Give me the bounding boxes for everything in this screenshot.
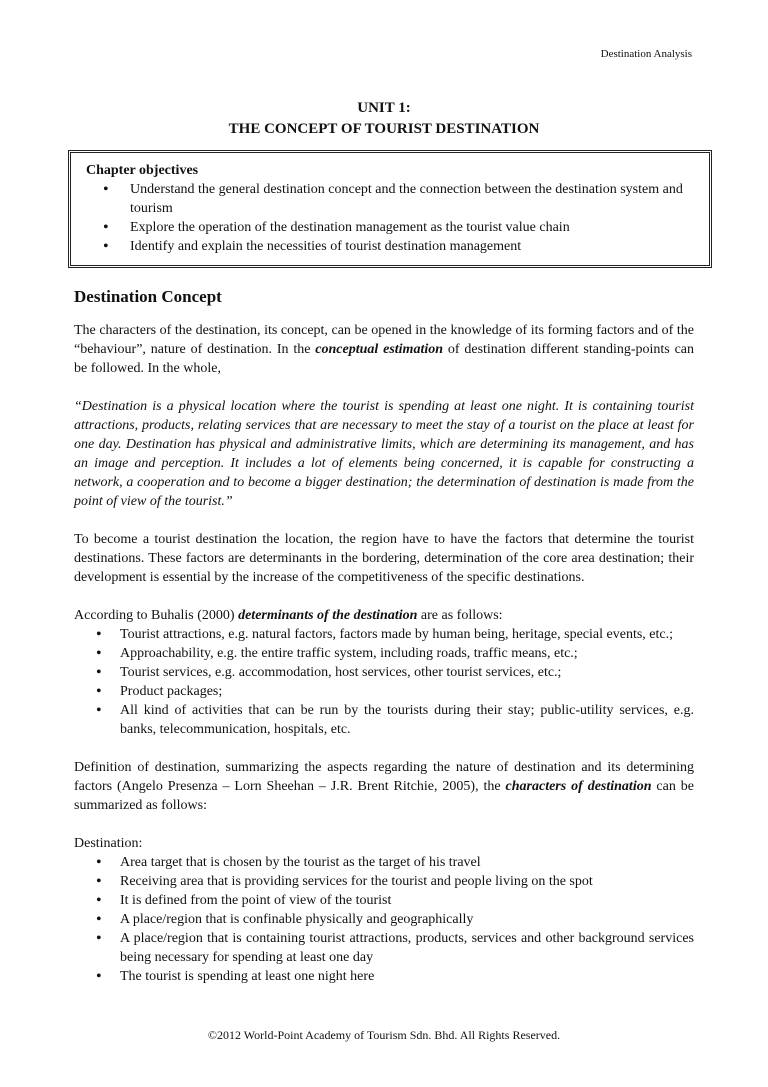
list-item: • It is defined from the point of view of the tourist [74,891,694,910]
list-item: • A place/region that is confinable physically and geographically [74,910,694,929]
list-item: • Receiving area that is providing services for the tourist and people living on the spot [74,872,694,891]
list-item: • Approachability, e.g. the entire traffic system, including roads, traffic means, etc.; [74,644,694,663]
determinants-list [74,625,694,739]
objective-item: • Identify and explain the necessities of tourist destination management [86,237,697,256]
list-item: • Tourist services, e.g. accommodation, host services, other tourist services, etc.; [74,663,694,682]
list-item: • Tourist attractions, e.g. natural factors, factors made by human being, heritage, special events, etc.; [74,625,694,644]
objectives-list [86,180,697,256]
unit-title [0,98,768,140]
list-item: • Product packages; [74,682,694,701]
emphasis-conceptual-estimation: conceptual estimation [315,342,444,357]
emphasis-characters: characters of destination [505,779,652,794]
paragraph-intro: The characters of the destination, its concept, can be opened in the knowledge of its forming factors and of the “behaviour”, nature of destination. In the conceptual estimation of destination different standing-points can be followed. In the whole, [74,323,695,376]
paragraph-factors: To become a tourist destination the location, the region have to have the factors that determine the tourist destinations. These factors are determinants in the bordering, determination of the core area destination; their development is essential by the increase of the competitiveness of the specific destinations. [74,532,694,585]
unit-number: UNIT 1: [357,100,411,116]
copyright-footer: ©2012 World-Point Academy of Tourism Sdn. Bhd. All Rights Reserved. [207,1028,561,1042]
paragraph-destination-label: Destination: [74,836,143,851]
objective-item: • Explore the operation of the destination management as the tourist value chain [86,218,697,237]
list-item: • All kind of activities that can be run by the tourists during their stay; public-utility services, e.g. banks, telecommunication, hospitals, etc. [74,701,694,739]
main-content [74,287,694,986]
chapter-objectives-box [68,150,712,268]
list-item: • A place/region that is containing tourist attractions, products, services and other background services being necessary for spending at least one day [74,929,694,967]
emphasis-determinants: determinants of the destination [238,608,418,623]
paragraph-characters: Definition of destination, summarizing the aspects regarding the nature of destination and its determining factors (Angelo Presenza – Lorn Sheehan – J.R. Brent Ritchie, 2005), the characters of destination can be summarized as follows: [74,760,694,813]
list-item: • The tourist is spending at least one night here [74,967,694,986]
characters-list [74,853,694,986]
destination-definition-quote: “Destination is a physical location where the tourist is spending at least one night. It is containing tourist attractions, products, relating services that are necessary to meet the stay of a tourist on the place at least for one day. Destination has physical and administrative limits, which are determining its management, and has an image and perception. It includes a lot of elements being concerned, it is capable for constructing a network, a cooperation and to become a bigger destination; the determination of destination is made from the point of view of the tourist.” [74,399,694,509]
objective-item: • Understand the general destination concept and the connection between the destination system and tourism [86,180,697,218]
objectives-heading: Chapter objectives [86,163,199,178]
running-header: Destination Analysis [600,48,692,60]
unit-heading: THE CONCEPT OF TOURIST DESTINATION [228,121,540,137]
list-item: • Area target that is chosen by the tourist as the target of his travel [74,853,694,872]
paragraph-buhalis: According to Buhalis (2000) determinants of the destination are as follows: [74,608,503,623]
section-title: Destination Concept [74,287,222,306]
